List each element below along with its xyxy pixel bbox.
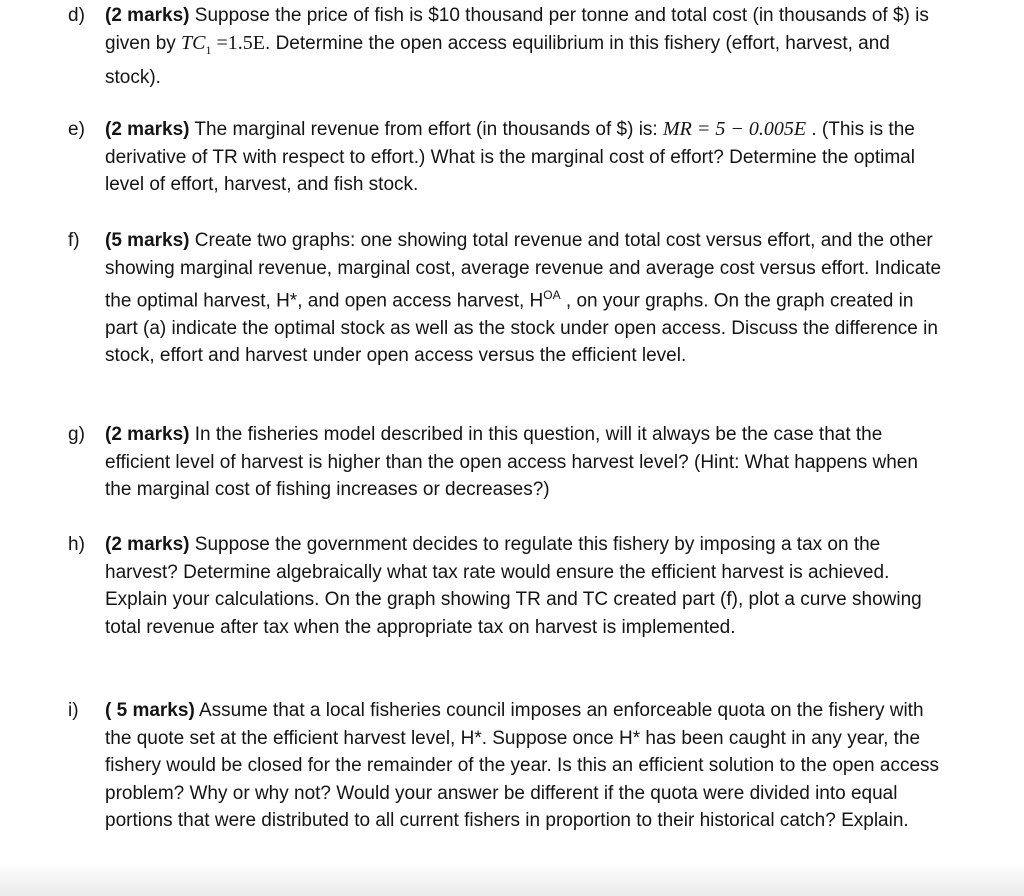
marks-label: (2 marks) xyxy=(105,424,190,445)
question-letter: i) xyxy=(68,700,79,721)
question-e xyxy=(68,116,948,199)
question-g xyxy=(68,421,948,504)
question-text: Suppose the government decides to regulate this fishery by imposing a tax on the harvest? Determine algebraically what tax rate would ensure the efficient harvest is achieved. Explain your calculations. On the graph showing TR and TC created part (f), plot a curve showing total revenue after tax when the appropriate tax on harvest is implemented. xyxy=(105,534,922,638)
question-body xyxy=(105,531,948,641)
total-cost-equation xyxy=(181,31,266,57)
question-body xyxy=(105,116,948,199)
question-d xyxy=(68,2,948,92)
question-text: . Determine the open access equilibrium in this fishery (effort, harvest, and stock). xyxy=(105,32,890,88)
question-text: Suppose the price of fish is $10 thousand per tonne and total cost (in thousands of $) is given by xyxy=(105,5,929,54)
question-f xyxy=(68,227,948,370)
marks-label: (5 marks) xyxy=(105,230,190,251)
math-subscript: 1 xyxy=(205,42,212,57)
marks-label: (2 marks) xyxy=(105,5,190,26)
marks-label: ( 5 marks) xyxy=(105,700,195,721)
marginal-revenue-equation: MR = 5 − 0.005E xyxy=(662,118,807,140)
question-body xyxy=(105,421,948,504)
question-letter: g) xyxy=(68,424,85,445)
page-bottom-shadow xyxy=(0,862,1024,896)
math-rhs: =1.5E xyxy=(211,31,266,54)
math-lhs: TC xyxy=(181,31,206,54)
question-h xyxy=(68,531,948,641)
question-body xyxy=(105,227,948,370)
question-text: In the fisheries model described in this question, will it always be the case that the efficient level of harvest is higher than the open access harvest level? (Hint: What happens when the marginal cost of fishing increases or decreases?) xyxy=(105,424,918,500)
question-letter: d) xyxy=(68,5,85,26)
marks-label: (2 marks) xyxy=(105,534,190,555)
question-text: , on your graphs. On the graph created in part (a) indicate the optimal stock as well as the stock under open access. Discuss the difference in stock, effort and harvest under open access versus the efficient level. xyxy=(105,290,938,367)
question-text: . (This is the derivative of TR with respect to effort.) What is the marginal cost of effort? Determine the optimal level of effort, harvest, and fish stock. xyxy=(105,119,915,195)
question-text: The marginal revenue from effort (in thousands of $) is: xyxy=(189,119,663,140)
superscript-oa: OA xyxy=(543,288,561,302)
question-letter: e) xyxy=(68,119,85,140)
question-i xyxy=(68,697,948,835)
question-text: Assume that a local fisheries council imposes an enforceable quota on the fishery with the quote set at the efficient harvest level, H*. Suppose once H* has been caught in any year, the fishery would be closed for the remainder of the year. Is this an efficient solution to the open access problem? Why or why not? Would your answer be different if the quota were divided into equal portions that were distributed to all current fishers in proportion to their historical catch? Explain. xyxy=(105,700,940,831)
question-body xyxy=(105,697,948,835)
question-letter: f) xyxy=(68,230,80,251)
question-body xyxy=(105,2,948,92)
question-text: Create two graphs: one showing total revenue and total cost versus effort, and the other showing marginal revenue, marginal cost, average revenue and average cost versus effort. Indicate the optimal harvest, H*, and open access harvest, H xyxy=(105,230,942,312)
question-letter: h) xyxy=(68,534,85,555)
marks-label: (2 marks) xyxy=(105,119,190,140)
